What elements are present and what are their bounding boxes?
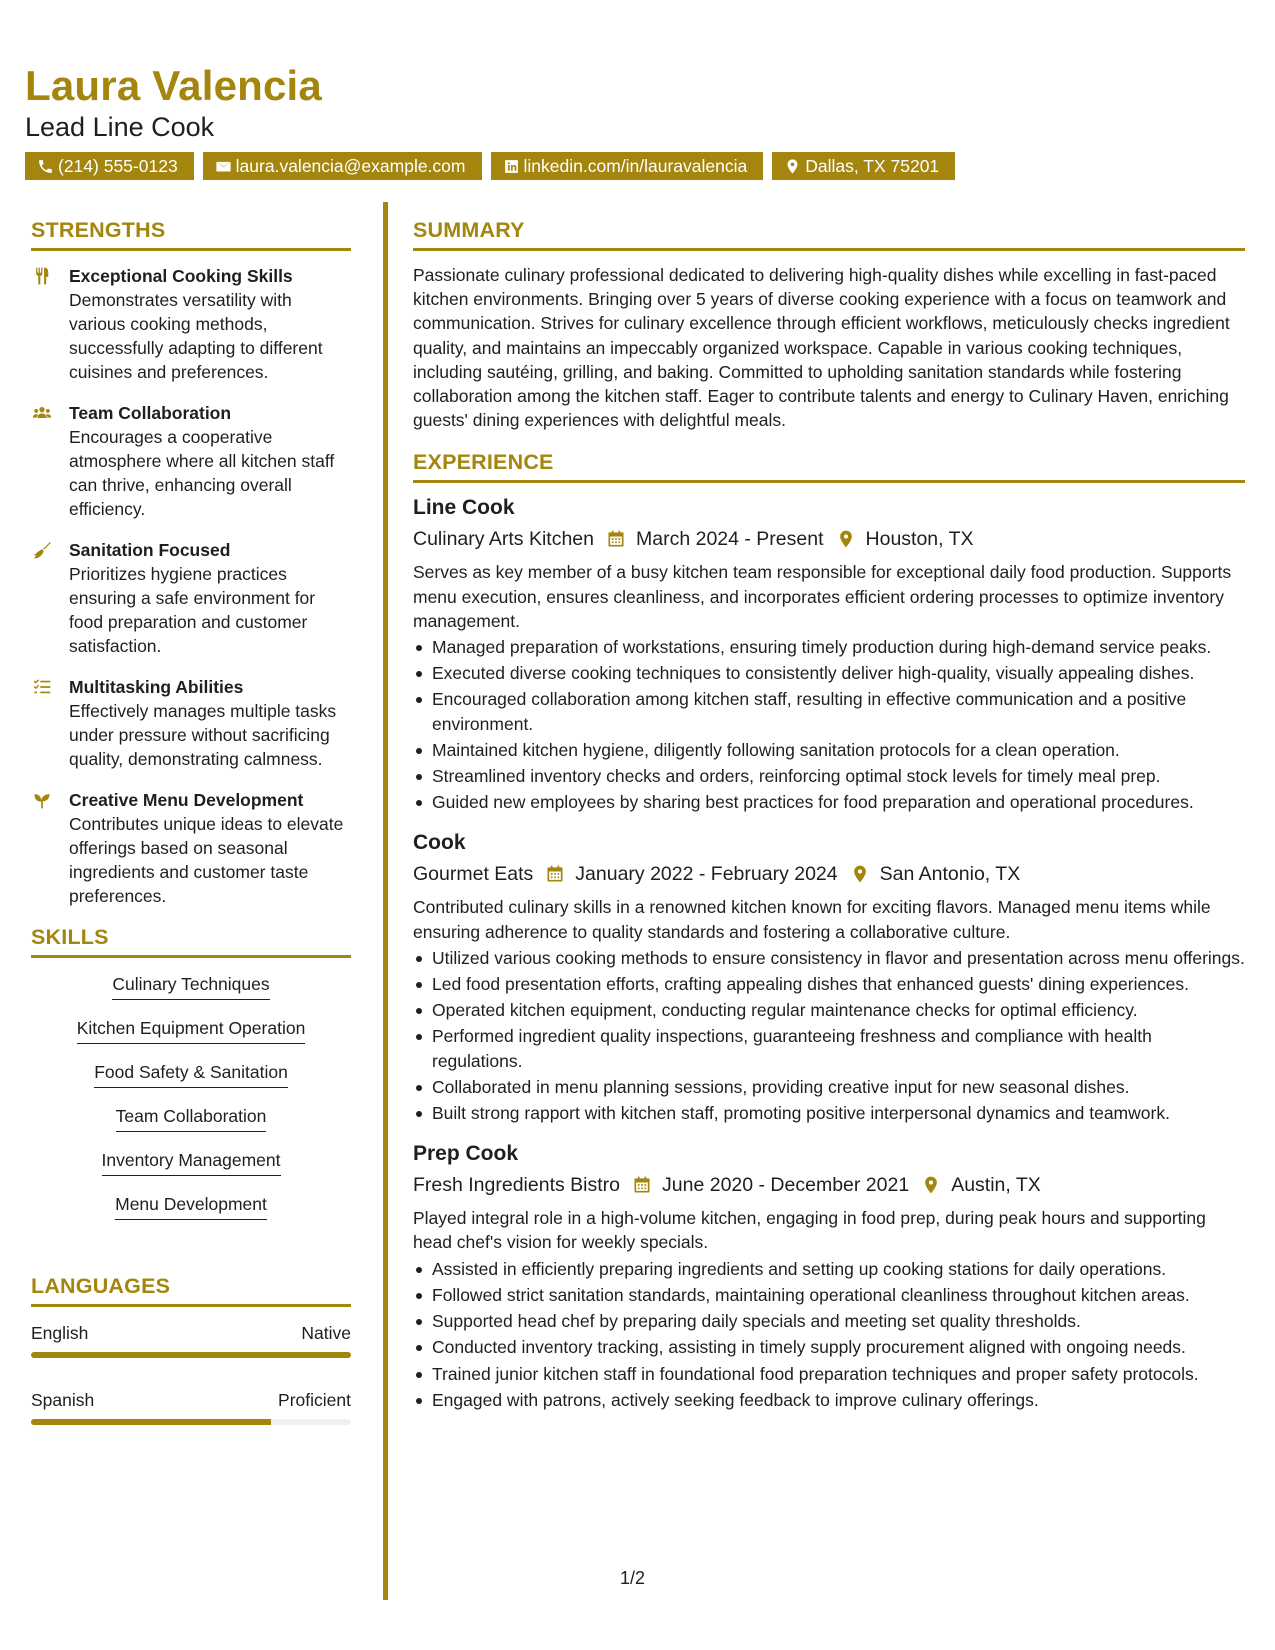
job-bullet: Conducted inventory tracking, assisting in timely supply procurement aligned with ongoing needs.: [413, 1335, 1245, 1359]
job-role: Line Cook: [413, 496, 515, 520]
skill-item: Team Collaboration: [116, 1104, 267, 1132]
strength-desc: Demonstrates versatility with various cooking methods, successfully adapting to different cuisines and preferences.: [69, 290, 323, 382]
language-name: English: [31, 1323, 89, 1343]
column-divider: [383, 202, 388, 1600]
job-bullets: [413, 946, 1245, 1125]
job-bullet: Engaged with patrons, actively seeking feedback to improve culinary offerings.: [413, 1388, 1245, 1412]
job-role: Prep Cook: [413, 1142, 519, 1166]
skill-item: Food Safety & Sanitation: [94, 1060, 288, 1088]
job-bullet: Trained junior kitchen staff in foundational food preparation techniques and proper safety protocols.: [413, 1362, 1245, 1386]
job-bullet: Performed ingredient quality inspections, guaranteeing freshness and compliance with health regulations.: [413, 1024, 1245, 1072]
strength-item: [31, 401, 351, 521]
job-description: Played integral role in a high-volume kitchen, engaging in food prep, during peak hours and supporting head chef's vision for weekly specials.: [413, 1208, 1206, 1253]
calendar-icon: [606, 529, 626, 549]
job-location: Austin, TX: [951, 1174, 1041, 1197]
left-column: [31, 218, 351, 1455]
job-meta: [413, 525, 1245, 553]
job-bullet: Managed preparation of workstations, ensuring timely production during high-demand service peaks.: [413, 635, 1245, 659]
job-dates: January 2022 - February 2024: [575, 863, 838, 886]
language-level: Native: [301, 1323, 351, 1343]
strength-title: Exceptional Cooking Skills: [69, 266, 293, 286]
job-bullet: Operated kitchen equipment, conducting regular maintenance checks for optimal efficiency.: [413, 998, 1245, 1022]
utensils-icon: [31, 266, 53, 286]
skills-list: [31, 972, 351, 1236]
job-bullets: [413, 1257, 1245, 1412]
language-item: [31, 1321, 351, 1358]
job-bullet: Streamlined inventory checks and orders, reinforcing optimal stock levels for timely meal prep.: [413, 764, 1245, 788]
phone-contact[interactable]: [25, 152, 194, 180]
skills-section: [31, 925, 351, 1236]
envelope-icon: [215, 158, 232, 175]
job-bullet: Guided new employees by sharing best practices for food preparation and operational procedures.: [413, 790, 1245, 814]
strength-title: Team Collaboration: [69, 403, 232, 423]
strength-desc: Encourages a cooperative atmosphere where all kitchen staff can thrive, enhancing overall efficiency.: [69, 427, 335, 519]
map-pin-icon: [784, 158, 801, 175]
summary-text: Passionate culinary professional dedicated to delivering high-quality dishes while excelling in fast-paced kitchen environments. Bringing over 5 years of diverse cooking experience with a focus on teamwork and communication. Strives for culinary excellence through efficient workflows, meticulously checks ingredient quality, and maintains an impeccably organized workspace. Capable in various cooking techniques, including sautéing, grilling, and baking. Committed to upholding sanitation standards while fostering collaboration among the kitchen staff. Eager to contribute talents and energy to Culinary Haven, enriching guests' dining experiences with delightful meals.: [413, 265, 1230, 431]
summary-heading: SUMMARY: [413, 218, 1245, 251]
job-bullet: Built strong rapport with kitchen staff, promoting positive interpersonal dynamics and teamwork.: [413, 1101, 1245, 1125]
strength-item: [31, 264, 351, 384]
strengths-heading: STRENGTHS: [31, 218, 351, 251]
strength-title: Multitasking Abilities: [69, 677, 244, 697]
linkedin-icon: [503, 158, 520, 175]
languages-heading: LANGUAGES: [31, 1274, 351, 1307]
job-bullet: Maintained kitchen hygiene, diligently following sanitation protocols for a clean operation.: [413, 738, 1245, 762]
strength-title: Creative Menu Development: [69, 790, 304, 810]
email-text: laura.valencia@example.com: [235, 155, 466, 176]
strength-item: [31, 538, 351, 658]
seedling-icon: [31, 790, 53, 810]
language-name: Spanish: [31, 1390, 95, 1410]
languages-section: [31, 1274, 351, 1425]
job-description: Serves as key member of a busy kitchen team responsible for exceptional daily food production. Supports menu execution, ensures cleanliness, and incorporates efficient ordering processes to optimize inventory management.: [413, 562, 1232, 631]
language-bar-fill: [31, 1419, 271, 1425]
linkedin-text: linkedin.com/in/lauravalencia: [523, 155, 748, 176]
job-bullet: Assisted in efficiently preparing ingredients and setting up cooking stations for daily operations.: [413, 1257, 1245, 1281]
job-entry: [413, 1141, 1245, 1412]
job-company: Culinary Arts Kitchen: [413, 528, 594, 551]
job-role: Cook: [413, 831, 466, 855]
job-description: Contributed culinary skills in a renowned kitchen known for exciting flavors. Managed menu items while ensuring adherence to quality standards and fostering a collaborative culture.: [413, 897, 1211, 942]
strength-title: Sanitation Focused: [69, 540, 231, 560]
job-bullet: Executed diverse cooking techniques to consistently deliver high-quality, visually appealing dishes.: [413, 661, 1245, 685]
job-dates: June 2020 - December 2021: [662, 1174, 910, 1197]
job-entry: [413, 495, 1245, 814]
candidate-title: Lead Line Cook: [25, 112, 215, 142]
strength-item: [31, 788, 351, 908]
job-dates: March 2024 - Present: [636, 528, 824, 551]
experience-section: [413, 450, 1245, 1411]
job-bullet: Followed strict sanitation standards, maintaining operational cleanliness throughout kitchen areas.: [413, 1283, 1245, 1307]
job-entry: [413, 830, 1245, 1125]
broom-icon: [31, 540, 53, 560]
language-item: [31, 1388, 351, 1425]
job-meta: [413, 860, 1245, 888]
map-pin-icon: [921, 1175, 941, 1195]
job-bullet: Supported head chef by preparing daily specials and meeting set quality thresholds.: [413, 1309, 1245, 1333]
candidate-name: Laura Valencia: [25, 62, 322, 109]
location-contact: [772, 152, 955, 180]
job-bullet: Utilized various cooking methods to ensure consistency in flavor and presentation across menu offerings.: [413, 946, 1245, 970]
strength-desc: Prioritizes hygiene practices ensuring a safe environment for food preparation and customer satisfaction.: [69, 564, 316, 656]
skill-item: Inventory Management: [102, 1148, 281, 1176]
linkedin-contact[interactable]: [491, 152, 764, 180]
job-location: Houston, TX: [865, 528, 974, 551]
strengths-list: [31, 264, 351, 908]
skill-item: Kitchen Equipment Operation: [77, 1016, 306, 1044]
skill-item: Culinary Techniques: [112, 972, 269, 1000]
phone-text: (214) 555-0123: [58, 155, 178, 176]
language-bar-fill: [31, 1352, 351, 1358]
language-bar: [31, 1352, 351, 1358]
map-pin-icon: [850, 864, 870, 884]
phone-icon: [37, 158, 54, 175]
job-company: Fresh Ingredients Bistro: [413, 1174, 621, 1197]
language-level: Proficient: [278, 1390, 351, 1410]
map-pin-icon: [836, 529, 856, 549]
contact-bar: [25, 152, 955, 180]
experience-heading: EXPERIENCE: [413, 450, 1245, 483]
calendar-icon: [632, 1175, 652, 1195]
job-bullet: Encouraged collaboration among kitchen staff, resulting in effective communication and a positive environment.: [413, 687, 1245, 735]
strength-desc: Contributes unique ideas to elevate offerings based on seasonal ingredients and customer taste preferences.: [69, 814, 344, 906]
languages-list: [31, 1321, 351, 1425]
skills-heading: SKILLS: [31, 925, 351, 958]
job-location: San Antonio, TX: [879, 863, 1021, 886]
right-column: [413, 218, 1245, 1414]
email-contact[interactable]: [203, 152, 482, 180]
job-bullet: Collaborated in menu planning sessions, providing creative input for new seasonal dishes.: [413, 1075, 1245, 1099]
job-meta: [413, 1171, 1245, 1199]
calendar-icon: [545, 864, 565, 884]
job-bullet: Led food presentation efforts, crafting appealing dishes that enhanced guests' dining experiences.: [413, 972, 1245, 996]
page-number: 1/2: [620, 1568, 646, 1588]
users-icon: [31, 403, 53, 423]
skill-item: Menu Development: [115, 1192, 267, 1220]
location-text: Dallas, TX 75201: [805, 155, 940, 176]
strength-item: [31, 675, 351, 771]
job-bullets: [413, 635, 1245, 814]
list-check-icon: [31, 677, 53, 697]
language-bar: [31, 1419, 351, 1425]
strength-desc: Effectively manages multiple tasks under pressure without sacrificing quality, demonstrating calmness.: [69, 701, 337, 769]
job-company: Gourmet Eats: [413, 863, 534, 886]
